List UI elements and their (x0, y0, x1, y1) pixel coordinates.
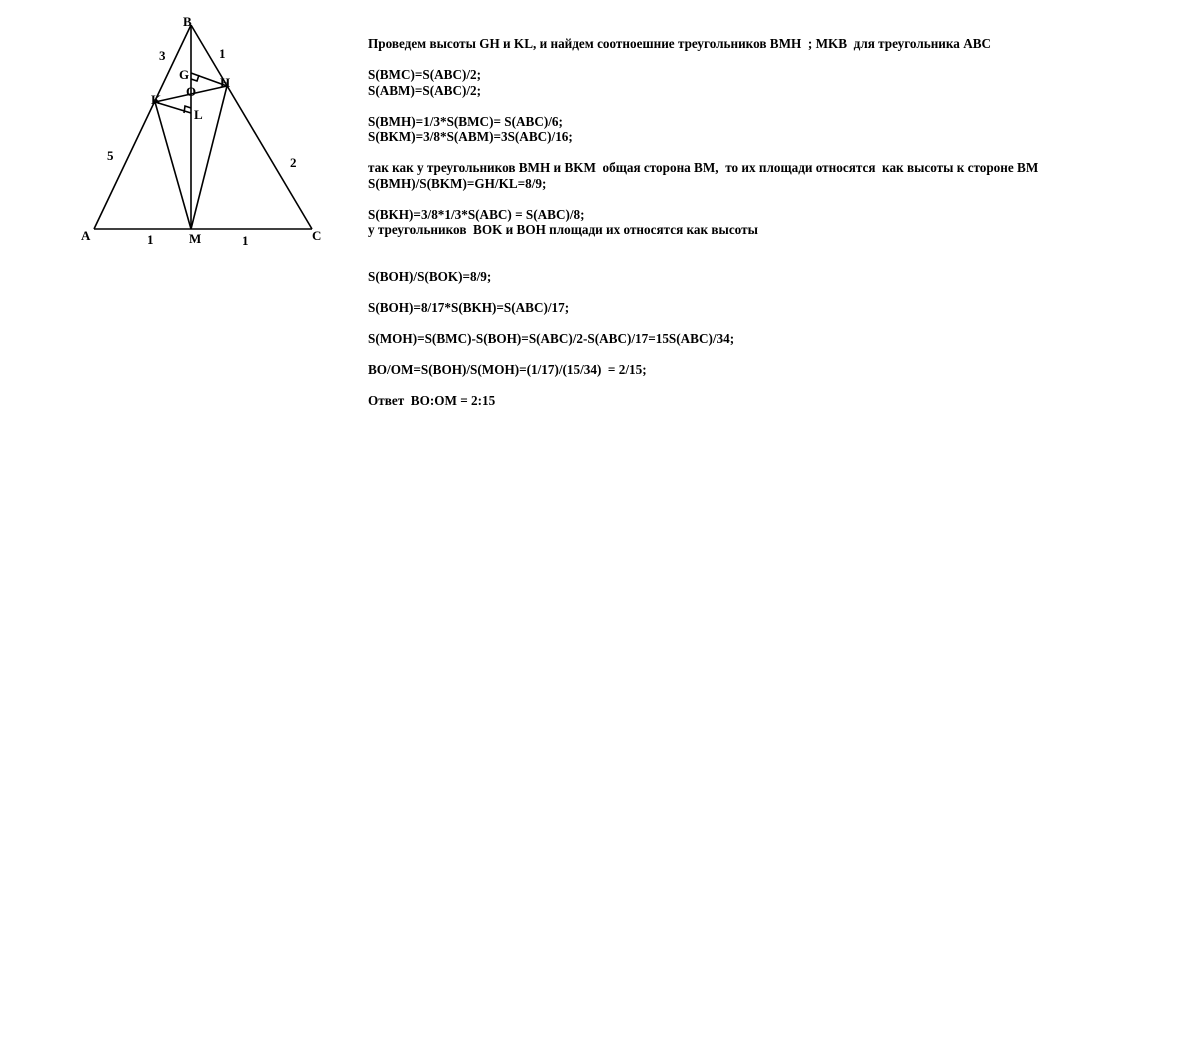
side-ab (94, 25, 191, 229)
solution-line: S(BMC)=S(ABC)/2; (368, 67, 482, 82)
segment-label-ka: 5 (107, 148, 114, 163)
solution-line: S(BMH)=1/3*S(BMC)= S(ABC)/6; (368, 113, 563, 129)
solution-line (368, 377, 1188, 393)
solution-line (368, 98, 1188, 114)
solution-line: S(BKH)=3/8*1/3*S(ABC) = S(ABC)/8; (368, 206, 585, 222)
segment-mk (155, 102, 191, 229)
segment-label-am: 1 (147, 232, 154, 247)
point-label-a: A (81, 228, 91, 243)
solution-line: S(BOH)=8/17*S(BKH)=S(ABC)/17; (368, 299, 570, 315)
segment-label-bk: 3 (159, 48, 166, 63)
point-label-b: B (183, 14, 192, 29)
point-label-g: G (179, 67, 190, 82)
solution-line: S(BOH)/S(BOK)=8/9; (368, 268, 492, 284)
solution-line (368, 253, 1188, 269)
solution-answer: Ответ BO:OM = 2:15 (368, 392, 496, 408)
segment-label-mc: 1 (242, 233, 249, 248)
point-label-k: K (151, 92, 162, 107)
solution-line (368, 145, 1188, 161)
side-bc (191, 25, 312, 229)
solution-line (368, 191, 1188, 207)
solution-line: Проведем высоты GH и KL, и найдем соотноешние треугольников BMH ; MKB для треугольника ABC (368, 36, 992, 51)
segment-label-bh: 1 (219, 46, 226, 61)
point-label-m: M (189, 231, 202, 246)
triangle-diagram (0, 0, 350, 270)
point-label-l: L (194, 107, 203, 122)
solution-line: S(BKM)=3/8*S(ABM)=3S(ABC)/16; (368, 129, 573, 144)
solution-line: S(MOH)=S(BMC)-S(BOH)=S(ABC)/2-S(ABC)/17=15S(ABC)/34; (368, 330, 735, 346)
solution-line: у треугольников BOK и BOH площади их относятся как высоты (368, 222, 758, 237)
segment-label-hc: 2 (290, 155, 297, 170)
solution-line: S(ABM)=S(ABC)/2; (368, 82, 482, 98)
solution-line (368, 346, 1188, 362)
solution-line: S(BMH)/S(BKM)=GH/KL=8/9; (368, 175, 547, 191)
point-label-o: O (186, 84, 197, 99)
solution-text (368, 36, 1188, 408)
solution-line: BO/OM=S(BOH)/S(MOH)=(1/17)/(15/34) = 2/15; (368, 361, 647, 377)
solution-line (368, 52, 1188, 68)
solution-line (368, 238, 1188, 254)
solution-line (368, 315, 1188, 331)
solution-line (368, 284, 1188, 300)
solution-line: так как у треугольников BMH и BKM общая сторона BM, то их площади относятся как высоты к стороне BM (368, 160, 1039, 175)
point-label-h: H (220, 75, 231, 90)
point-label-c: C (312, 228, 322, 243)
